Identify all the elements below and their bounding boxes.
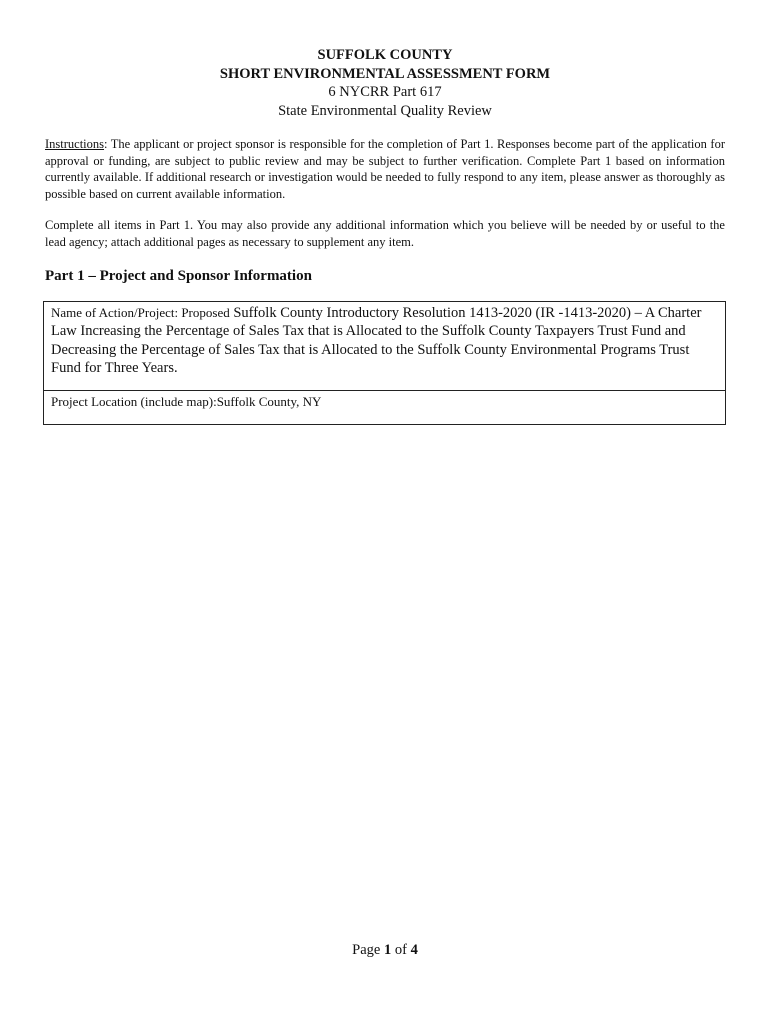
instructions-label: Instructions <box>45 137 105 151</box>
page-number <box>0 942 770 959</box>
regulation-reference: 6 NYCRR Part 617 <box>328 84 442 100</box>
project-name-value: Suffolk County Introductory Resolution 1413-2020 (IR -1413-2020) – A Charter Law Increasing the Percentage of Sales Tax that is Allocated to the Suffolk County Taxpayers Trust Fund and Decreasing the Percentage of Sales Tax that is Allocated to the Suffolk County Environmental Programs Trust Fund for Three Years. <box>51 305 702 376</box>
project-info-table <box>43 301 726 425</box>
project-name-label: Name of Action/Project: Proposed <box>51 305 230 320</box>
form-header <box>0 46 770 120</box>
county-title: SUFFOLK COUNTY <box>317 47 453 63</box>
instructions-paragraph <box>45 136 725 202</box>
current-page: 1 <box>383 942 392 958</box>
project-location-cell[interactable] <box>44 391 725 424</box>
project-location-label: Project Location (include map): <box>51 394 217 409</box>
total-pages: 4 <box>410 942 418 958</box>
of-label: of <box>394 942 407 958</box>
complete-items-paragraph: Complete all items in Part 1. You may also provide any additional information which you believe will be needed by or useful to the lead agency; attach additional pages as necessary to supplement any item. <box>45 218 725 249</box>
page-label: Page <box>352 942 381 958</box>
project-name-cell[interactable] <box>44 302 725 391</box>
review-title: State Environmental Quality Review <box>278 102 492 119</box>
instructions-text: : The applicant or project sponsor is responsible for the completion of Part 1. Responses become part of the application for approval or funding, are subject to public review and may be subject to further verification. Complete Part 1 based on information currently available. If additional research or investigation would be needed to fully respond to any item, please answer as thoroughly as possible based on current available information. <box>45 137 725 201</box>
project-location-value: Suffolk County, NY <box>216 394 322 409</box>
part1-heading: Part 1 – Project and Sponsor Information <box>45 268 312 284</box>
form-title: SHORT ENVIRONMENTAL ASSESSMENT FORM <box>219 65 551 82</box>
